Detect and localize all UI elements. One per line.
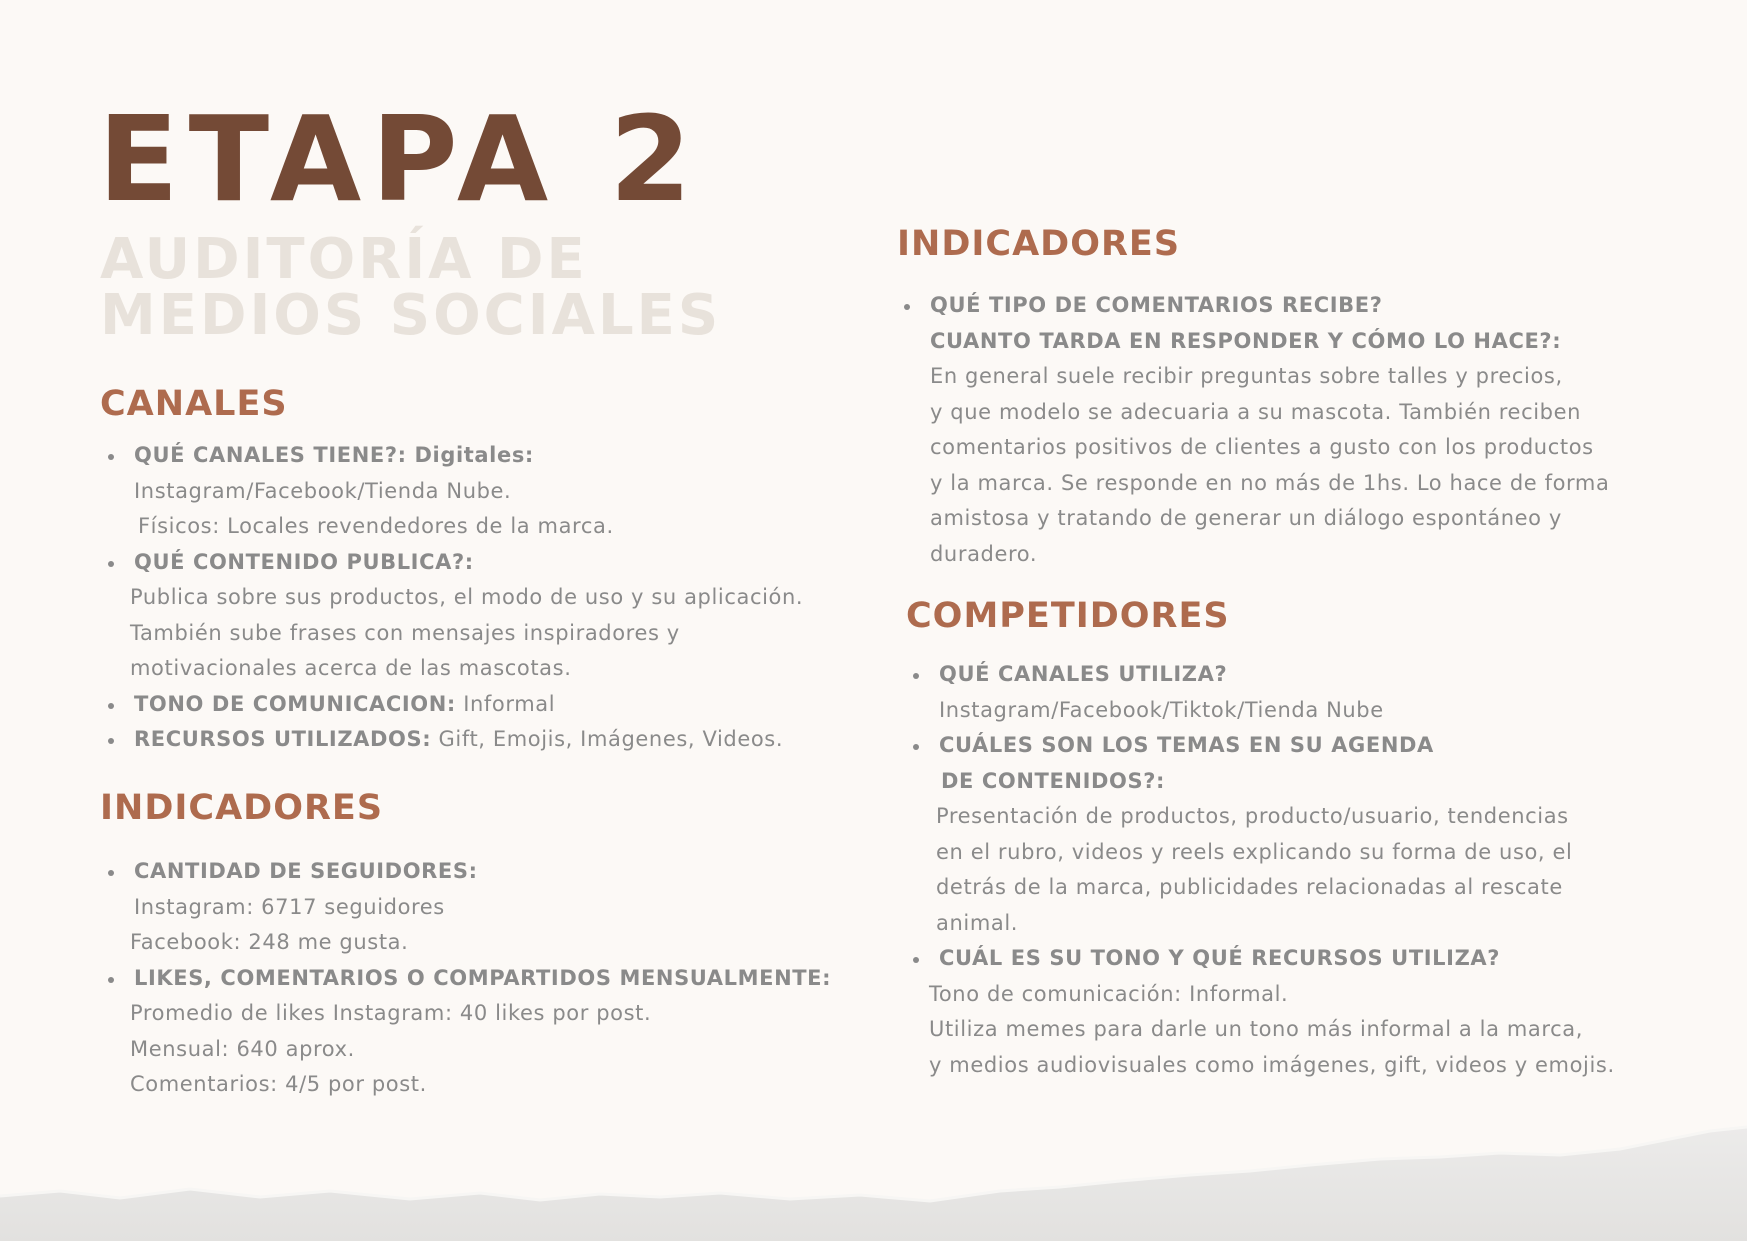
list-item-text: Presentación de productos, producto/usuario, tendencias <box>936 804 1569 828</box>
list-item-text: amistosa y tratando de generar un diálogo espontáneo y <box>930 506 1562 530</box>
page-title: ETAPA 2 <box>98 90 702 228</box>
list-item-label: QUÉ CANALES TIENE?: Digitales: <box>134 438 803 474</box>
list-item-value: Gift, Emojis, Imágenes, Videos. <box>431 727 784 751</box>
canales-list <box>130 438 804 758</box>
subtitle-line: MEDIOS SOCIALES <box>100 283 722 348</box>
list-item-text: Utiliza memes para darle un tono más informal a la marca, <box>929 1017 1584 1041</box>
page-subtitle <box>100 227 722 348</box>
list-item-label-cont: DE CONTENIDOS?: <box>941 768 1165 793</box>
list-item-text: También sube frases con mensajes inspiradores y <box>130 620 680 645</box>
list-item-text: motivacionales acerca de las mascotas. <box>130 656 572 680</box>
list-item-text: Instagram/Facebook/Tiktok/Tienda Nube <box>939 697 1384 722</box>
indicadores-left-heading: INDICADORES <box>100 788 384 828</box>
list-item-text: detrás de la marca, publicidades relacionadas al rescate <box>936 875 1563 899</box>
list-item-text: y que modelo se adecuaria a su mascota. También reciben <box>930 399 1582 424</box>
list-item-text: en el rubro, videos y reels explicando su forma de uso, el <box>936 839 1573 864</box>
list-item-text: Tono de comunicación: Informal. <box>929 981 1289 1006</box>
list-item-text: y medios audiovisuales como imágenes, gift, videos y emojis. <box>929 1052 1615 1077</box>
list-item-text: Instagram: 6717 seguidores <box>134 894 445 919</box>
list-item-text: animal. <box>936 910 1019 935</box>
list-item-text: Instagram/Facebook/Tienda Nube. <box>134 478 512 503</box>
list-item-text: En general suele recibir preguntas sobre talles y precios, <box>930 364 1563 388</box>
indicadores-right-heading: INDICADORES <box>897 224 1181 264</box>
indicadores-right-list <box>930 288 1609 572</box>
list-item-label: LIKES, COMENTARIOS O COMPARTIDOS MENSUALMENTE: <box>134 961 831 997</box>
list-item-text: y la marca. Se responde en no más de 1hs. Lo hace de forma <box>930 470 1610 495</box>
competidores-list <box>929 657 1615 1083</box>
list-item-text: Publica sobre sus productos, el modo de uso y su aplicación. <box>130 585 804 609</box>
list-item-label: CUÁL ES SU TONO Y QUÉ RECURSOS UTILIZA? <box>939 941 1615 977</box>
list-item-label: CANTIDAD DE SEGUIDORES: <box>134 854 831 890</box>
list-item-text: Promedio de likes Instagram: 40 likes por post. <box>130 1001 652 1025</box>
list-item-label: QUÉ TIPO DE COMENTARIOS RECIBE? <box>930 288 1609 324</box>
canales-heading: CANALES <box>100 384 288 424</box>
list-item-text: Facebook: 248 me gusta. <box>130 930 409 954</box>
list-item-label: CUÁLES SON LOS TEMAS EN SU AGENDA <box>939 728 1615 764</box>
list-item-label: RECURSOS UTILIZADOS: <box>134 727 432 751</box>
indicadores-left-list <box>130 854 832 1103</box>
list-item-label: QUÉ CANALES UTILIZA? <box>939 657 1615 693</box>
list-item-value: Informal <box>455 691 556 716</box>
list-item <box>134 687 803 723</box>
list-item-label: TONO DE COMUNICACION: <box>134 691 456 716</box>
list-item-text: Comentarios: 4/5 por post. <box>130 1072 427 1096</box>
list-item-label: QUÉ CONTENIDO PUBLICA?: <box>134 545 803 581</box>
list-item <box>134 722 803 758</box>
list-item-text: Físicos: Locales revendedores de la marca. <box>138 514 614 538</box>
subtitle-line: AUDITORÍA DE <box>100 227 588 292</box>
list-item-text: Mensual: 640 aprox. <box>130 1036 355 1061</box>
list-item-label-cont: CUANTO TARDA EN RESPONDER Y CÓMO LO HACE?: <box>930 328 1562 353</box>
competidores-heading: COMPETIDORES <box>906 596 1230 636</box>
list-item-text: duradero. <box>930 541 1038 566</box>
list-item-text: comentarios positivos de clientes a gusto con los productos <box>930 435 1594 459</box>
torn-paper-edge <box>0 1101 1747 1241</box>
